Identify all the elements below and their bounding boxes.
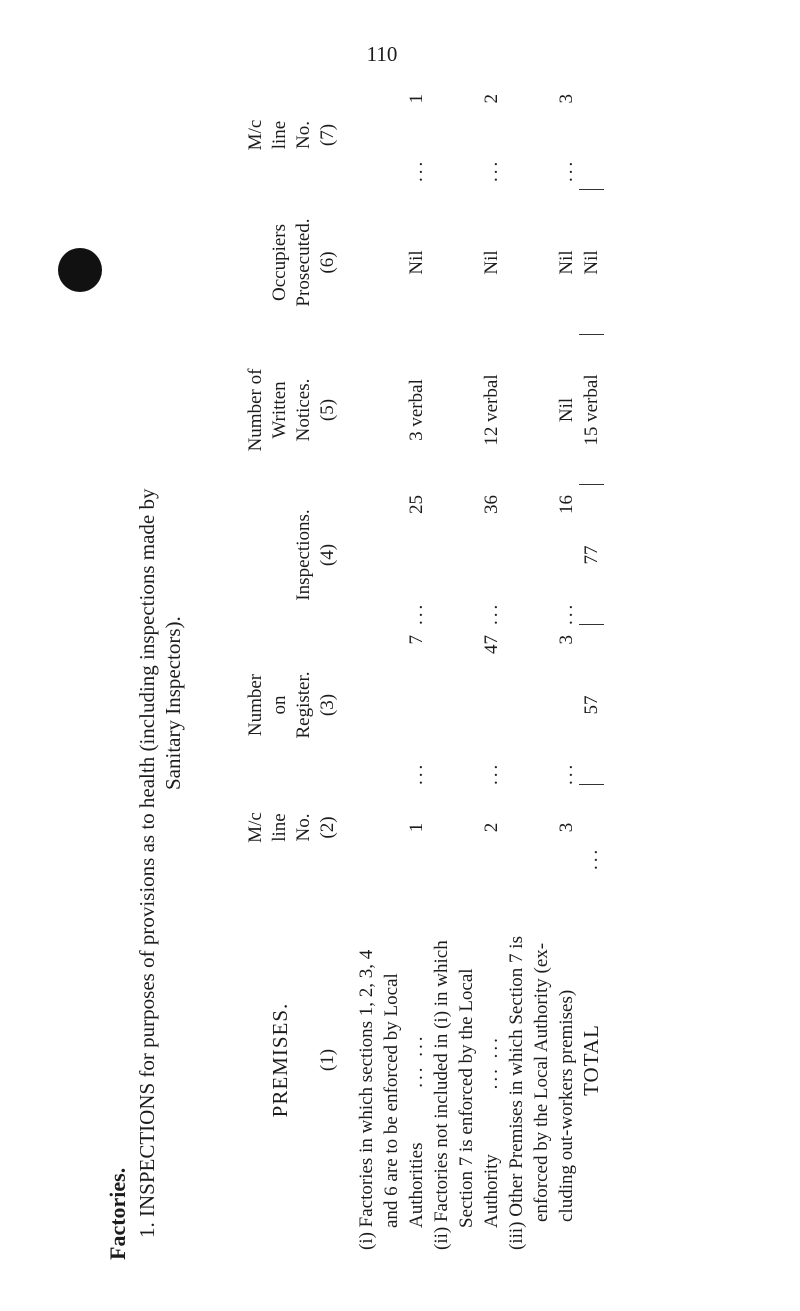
header-premises-label: PREMISES.	[268, 1002, 292, 1118]
notices-cell	[340, 335, 429, 485]
ml-line-cell	[340, 80, 429, 190]
table-row	[504, 80, 579, 1250]
premises-line: (i) Factories in which sections 1, 2, 3, 4	[356, 949, 377, 1250]
header-premises-num: (1)	[317, 1048, 338, 1072]
leader-dots: ...	[406, 158, 427, 182]
notices-cell	[504, 335, 579, 485]
cell-value: 3	[556, 822, 577, 833]
header-inspections	[200, 485, 340, 625]
ml-line-cell	[429, 785, 504, 870]
premises-text: Authorities	[406, 1142, 427, 1228]
leader-dots: ...	[556, 601, 577, 625]
leader-dots: ...	[481, 601, 502, 625]
leader-dots: ...	[406, 761, 427, 785]
header-col-num: (3)	[317, 693, 338, 717]
header-ml-line-7	[200, 80, 340, 190]
cell-value: 1	[406, 822, 427, 833]
register-cell	[429, 625, 504, 785]
header-row	[200, 80, 340, 1250]
header-label-line: Number of	[245, 368, 266, 452]
premises-cell	[429, 870, 504, 1250]
table-title-line-1: 1. INSPECTIONS for purposes of provisions as to health (including inspections made by	[135, 488, 159, 1238]
total-value: 77	[581, 545, 602, 565]
ml-line-cell	[504, 80, 579, 190]
prosecuted-cell	[429, 190, 504, 335]
header-label-line: Written	[269, 381, 290, 439]
leader-dots: ...	[481, 158, 502, 182]
total-notices-cell	[579, 335, 604, 485]
ml-line-cell	[340, 785, 429, 870]
total-value: 15 verbal	[581, 374, 602, 446]
premises-line: and 6 are to be enforced by Local	[381, 973, 402, 1228]
ml-line-cell	[504, 785, 579, 870]
leader-dots: ... ...	[481, 1035, 502, 1090]
header-occupiers-prosecuted	[200, 190, 340, 335]
total-value: Nil	[581, 250, 602, 275]
register-cell	[340, 625, 429, 785]
cell-value: Nil	[481, 250, 502, 275]
table-row	[429, 80, 504, 1250]
cell-value: 2	[481, 822, 502, 833]
premises-line: enforced by the Local Authority (ex-	[531, 942, 552, 1222]
premises-text: Authority	[481, 1154, 502, 1228]
notices-cell	[429, 335, 504, 485]
total-empty-cell	[579, 80, 604, 190]
cell-value: 12 verbal	[481, 374, 502, 446]
leader-dots: ...	[556, 158, 577, 182]
header-label-line: line	[269, 813, 290, 842]
cell-value: 47	[481, 635, 502, 654]
header-col-num: (2)	[317, 816, 338, 839]
section-heading: Factories.	[105, 1167, 130, 1260]
total-register-cell	[579, 625, 604, 785]
leader-dots: ... ...	[406, 1033, 427, 1088]
total-label: TOTAL	[579, 1024, 603, 1096]
rotated-page-content	[20, 60, 780, 1270]
cell-value: Nil	[406, 250, 427, 275]
header-label-line: Notices.	[293, 378, 314, 442]
cell-value: 1	[406, 94, 427, 104]
cell-value: 3	[556, 94, 577, 104]
header-label-line: Inspections.	[293, 509, 314, 601]
header-label-line: on	[269, 695, 290, 715]
header-premises	[200, 870, 340, 1250]
premises-cell	[504, 870, 579, 1250]
prosecuted-cell	[504, 190, 579, 335]
leader-dots: ...	[556, 761, 577, 785]
cell-value: 25	[406, 495, 427, 514]
header-label-line: M/c	[245, 119, 266, 151]
premises-line: cluding out-workers premises)	[556, 989, 577, 1222]
cell-value: 2	[481, 94, 502, 104]
total-value: 57	[581, 695, 602, 715]
header-col-num: (5)	[317, 398, 338, 422]
header-label-line: Number	[245, 673, 266, 737]
premises-line	[479, 870, 504, 1250]
header-written-notices	[200, 335, 340, 485]
total-inspections-cell	[579, 485, 604, 625]
header-number-on-register	[200, 625, 340, 785]
cell-value: 3 verbal	[406, 379, 427, 441]
leader-dots: ...	[581, 846, 602, 870]
header-label-line: No.	[293, 121, 314, 149]
inspections-cell	[429, 485, 504, 625]
total-prosecuted-cell	[579, 190, 604, 335]
premises-line: (iii) Other Premises in which Section 7 is	[506, 936, 527, 1250]
leader-dots: ...	[406, 601, 427, 625]
leader-dots: ...	[481, 761, 502, 785]
header-label-line: M/c	[245, 812, 266, 843]
table-title-line-2: Sanitary Inspectors).	[161, 616, 185, 790]
page-number: 110	[366, 42, 398, 66]
header-col-num: (4)	[317, 543, 338, 567]
header-col-num: (6)	[317, 251, 338, 274]
register-cell	[504, 625, 579, 785]
premises-line: (ii) Factories not included in (i) in which	[431, 940, 452, 1250]
inspections-table	[200, 80, 604, 1250]
header-label-line: No.	[293, 813, 314, 842]
header-label-line: Register.	[293, 671, 314, 739]
cell-value: 16	[556, 495, 577, 514]
total-row	[579, 80, 604, 1250]
cell-value: Nil	[556, 250, 577, 275]
cell-value: 3	[556, 635, 577, 645]
ml-line-cell	[429, 80, 504, 190]
premises-cell	[340, 870, 429, 1250]
total-leader-cell	[579, 785, 604, 870]
cell-value: 7	[406, 635, 427, 645]
cell-value: Nil	[556, 397, 577, 423]
header-label-line: Occupiers	[269, 223, 290, 302]
prosecuted-cell	[340, 190, 429, 335]
header-label-line: Prosecuted.	[293, 218, 314, 307]
premises-line	[404, 870, 429, 1250]
total-label-cell	[579, 870, 604, 1250]
header-ml-line-2	[200, 785, 340, 870]
inspections-cell	[340, 485, 429, 625]
header-label-line: line	[269, 120, 290, 150]
table-row	[340, 80, 429, 1250]
premises-line: Section 7 is enforced by the Local	[456, 968, 477, 1228]
cell-value: 36	[481, 495, 502, 514]
inspections-cell	[504, 485, 579, 625]
header-col-num: (7)	[317, 123, 338, 147]
